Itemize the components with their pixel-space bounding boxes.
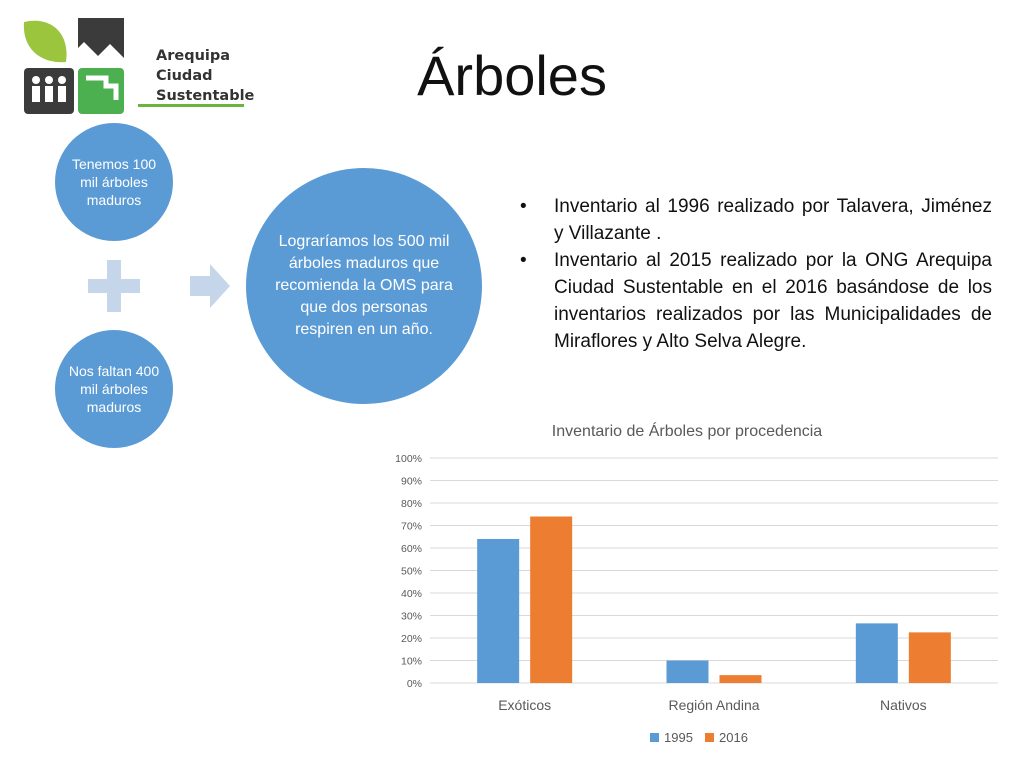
y-tick-label: 0% [406, 678, 422, 690]
x-tick-label: Región Andina [668, 697, 760, 713]
logo-line-2: Ciudad [156, 68, 213, 84]
y-tick-label: 10% [400, 655, 422, 668]
legend-label: 2016 [719, 730, 748, 745]
y-tick-label: 80% [400, 498, 422, 510]
logo-line-3: Sustentable [156, 88, 255, 104]
y-tick-label: 50% [400, 565, 422, 578]
circle-missing [55, 330, 173, 448]
y-tick-label: 100% [395, 453, 422, 465]
bullet-item: • Inventario al 1996 realizado por Talavera, Jiménez y Villazante . [520, 193, 992, 247]
x-tick-label: Exóticos [498, 697, 552, 713]
circle-missing-label: Nos faltan 400 mil árboles maduros [68, 363, 160, 415]
circle-goal [246, 168, 482, 404]
y-tick-label: 40% [400, 588, 422, 600]
bar-1995-2 [856, 623, 898, 683]
chart-title: Inventario de Árboles por procedencia [551, 423, 823, 440]
circle-goal-label: Lograríamos los 500 mil árboles maduros que recomienda la OMS para que dos personas respiren en un año. [275, 233, 453, 338]
bar-2016-1 [720, 675, 762, 683]
y-tick-label: 60% [400, 543, 422, 555]
legend-swatch [705, 733, 714, 742]
bullet-list [520, 193, 992, 355]
y-tick-label: 30% [400, 610, 422, 623]
legend-swatch [650, 733, 659, 742]
x-tick-label: Nativos [879, 697, 927, 713]
circle-have [55, 123, 173, 241]
bar-2016-2 [909, 632, 951, 683]
circle-have-label: Tenemos 100 mil árboles maduros [71, 156, 157, 208]
y-tick-label: 70% [400, 520, 422, 533]
logo-line-1: Arequipa [156, 48, 231, 64]
bar-chart [360, 410, 1010, 760]
y-tick-label: 20% [400, 633, 422, 645]
bar-2016-0 [530, 517, 572, 684]
slide-title: Árboles [417, 44, 607, 107]
arrow-right-icon [190, 264, 230, 308]
legend-label: 1995 [664, 730, 693, 745]
bar-1995-0 [477, 539, 519, 683]
bar-1995-1 [667, 661, 709, 684]
bullet-item: • Inventario al 2015 realizado por la ONG Arequipa Ciudad Sustentable en el 2016 basándose de los inventarios realizados por las Municipalidades de Miraflores y Alto Selva Alegre. [520, 247, 992, 355]
y-tick-label: 90% [400, 475, 422, 488]
plus-icon [88, 260, 140, 312]
